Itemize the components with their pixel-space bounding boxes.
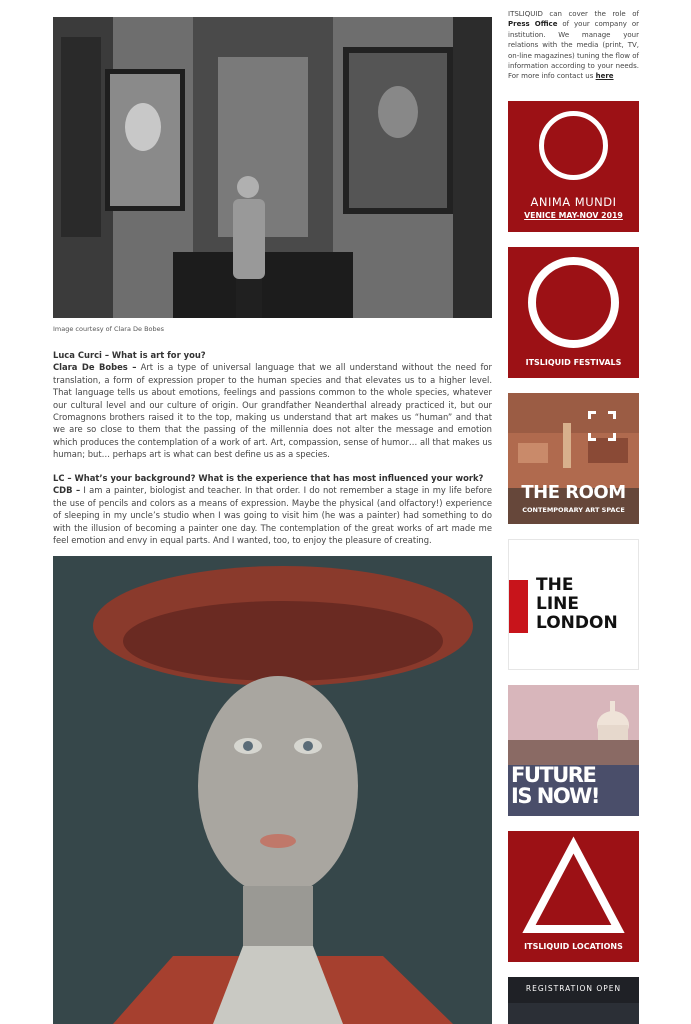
festivals-label: ITSLIQUID FESTIVALS	[525, 358, 622, 367]
photo-caption: Image courtesy of Clara De Bobes	[53, 325, 165, 333]
interview-block-1	[53, 349, 492, 461]
painting-image	[53, 556, 492, 1024]
anima-mundi-dates: VENICE MAY-NOV 2019	[524, 211, 623, 220]
answer-2: I am a painter, biologist and teacher. In that order. I do not remember a stage in my life before the use of pencils and colors as a means of expression. Maybe the physical (and olfactory!) experience of sleeping in my uncle’s studio when I was going to visit him (he was a painter) had something to do with the illusion of becoming a painter one day. The contemplation of the great works of art made me feel emotion and envy in equal parts. And I wanted, too, to enjoy the pleasure of creating.	[53, 485, 492, 546]
registration-label: REGISTRATION OPEN	[525, 984, 622, 993]
registration-banner[interactable]	[508, 977, 639, 1024]
question-1: Luca Curci – What is art for you?	[53, 350, 206, 360]
venice-aerial-image	[508, 393, 639, 524]
anima-mundi-title: ANIMA MUNDI	[530, 195, 617, 209]
answer-2-speaker: CDB –	[53, 485, 81, 496]
line-word-the: THE	[536, 575, 574, 595]
interview-block-2	[53, 472, 492, 546]
contact-here-link[interactable]: here	[595, 72, 614, 81]
locations-banner[interactable]	[508, 831, 639, 962]
artist-photo	[53, 17, 492, 318]
locations-label: ITSLIQUID LOCATIONS	[524, 942, 623, 951]
press-office-text: ITSLIQUID can cover the role of Press Office of your company or institution. We manage your relations with the media (print, TV, on-line magazines) tuning the flow of information according to your needs. For more info contact us here	[508, 10, 640, 81]
red-bar-icon	[509, 580, 528, 633]
anima-mundi-banner[interactable]	[508, 101, 639, 232]
the-room-title: THE ROOM	[521, 482, 626, 503]
line-word-line: LINE	[536, 594, 579, 614]
is-now-word: IS NOW!	[511, 784, 599, 808]
circle-logo-icon	[539, 111, 608, 180]
the-line-london-banner[interactable]	[508, 539, 639, 670]
answer-1-speaker: Clara De Bobes –	[53, 362, 137, 373]
registration-image	[508, 1003, 639, 1024]
answer-1: Art is a type of universal language that we all understand without the need for translation, a form of expression proper to the human species and that elevates us to a higher level. That language tells us about emotions, feelings and passions common to the whole species, whatever our cultural level and our culture of origin. Our grandfather Neanderthal already practiced it, but our Cromagnons brothers raised it to the top, making us understand that art makes us “human” and that we are so close to them that the passing of the millennia does not alter the message and emotion which produces the contemplation of a work of art. Art, compassion, sense of humor… all that makes us human; but… perhaps art is what can best define us as a species.	[53, 362, 492, 460]
the-room-banner[interactable]	[508, 393, 639, 524]
the-room-subtitle: CONTEMPORARY ART SPACE	[522, 506, 625, 514]
future-word: FUTURE	[511, 763, 596, 787]
line-word-london: LONDON	[536, 613, 618, 633]
future-is-now-banner[interactable]	[508, 685, 639, 816]
circle-logo-icon	[528, 257, 619, 348]
festivals-banner[interactable]	[508, 247, 639, 378]
question-2: LC – What’s your background? What is the experience that has most influenced your work?	[53, 473, 484, 483]
